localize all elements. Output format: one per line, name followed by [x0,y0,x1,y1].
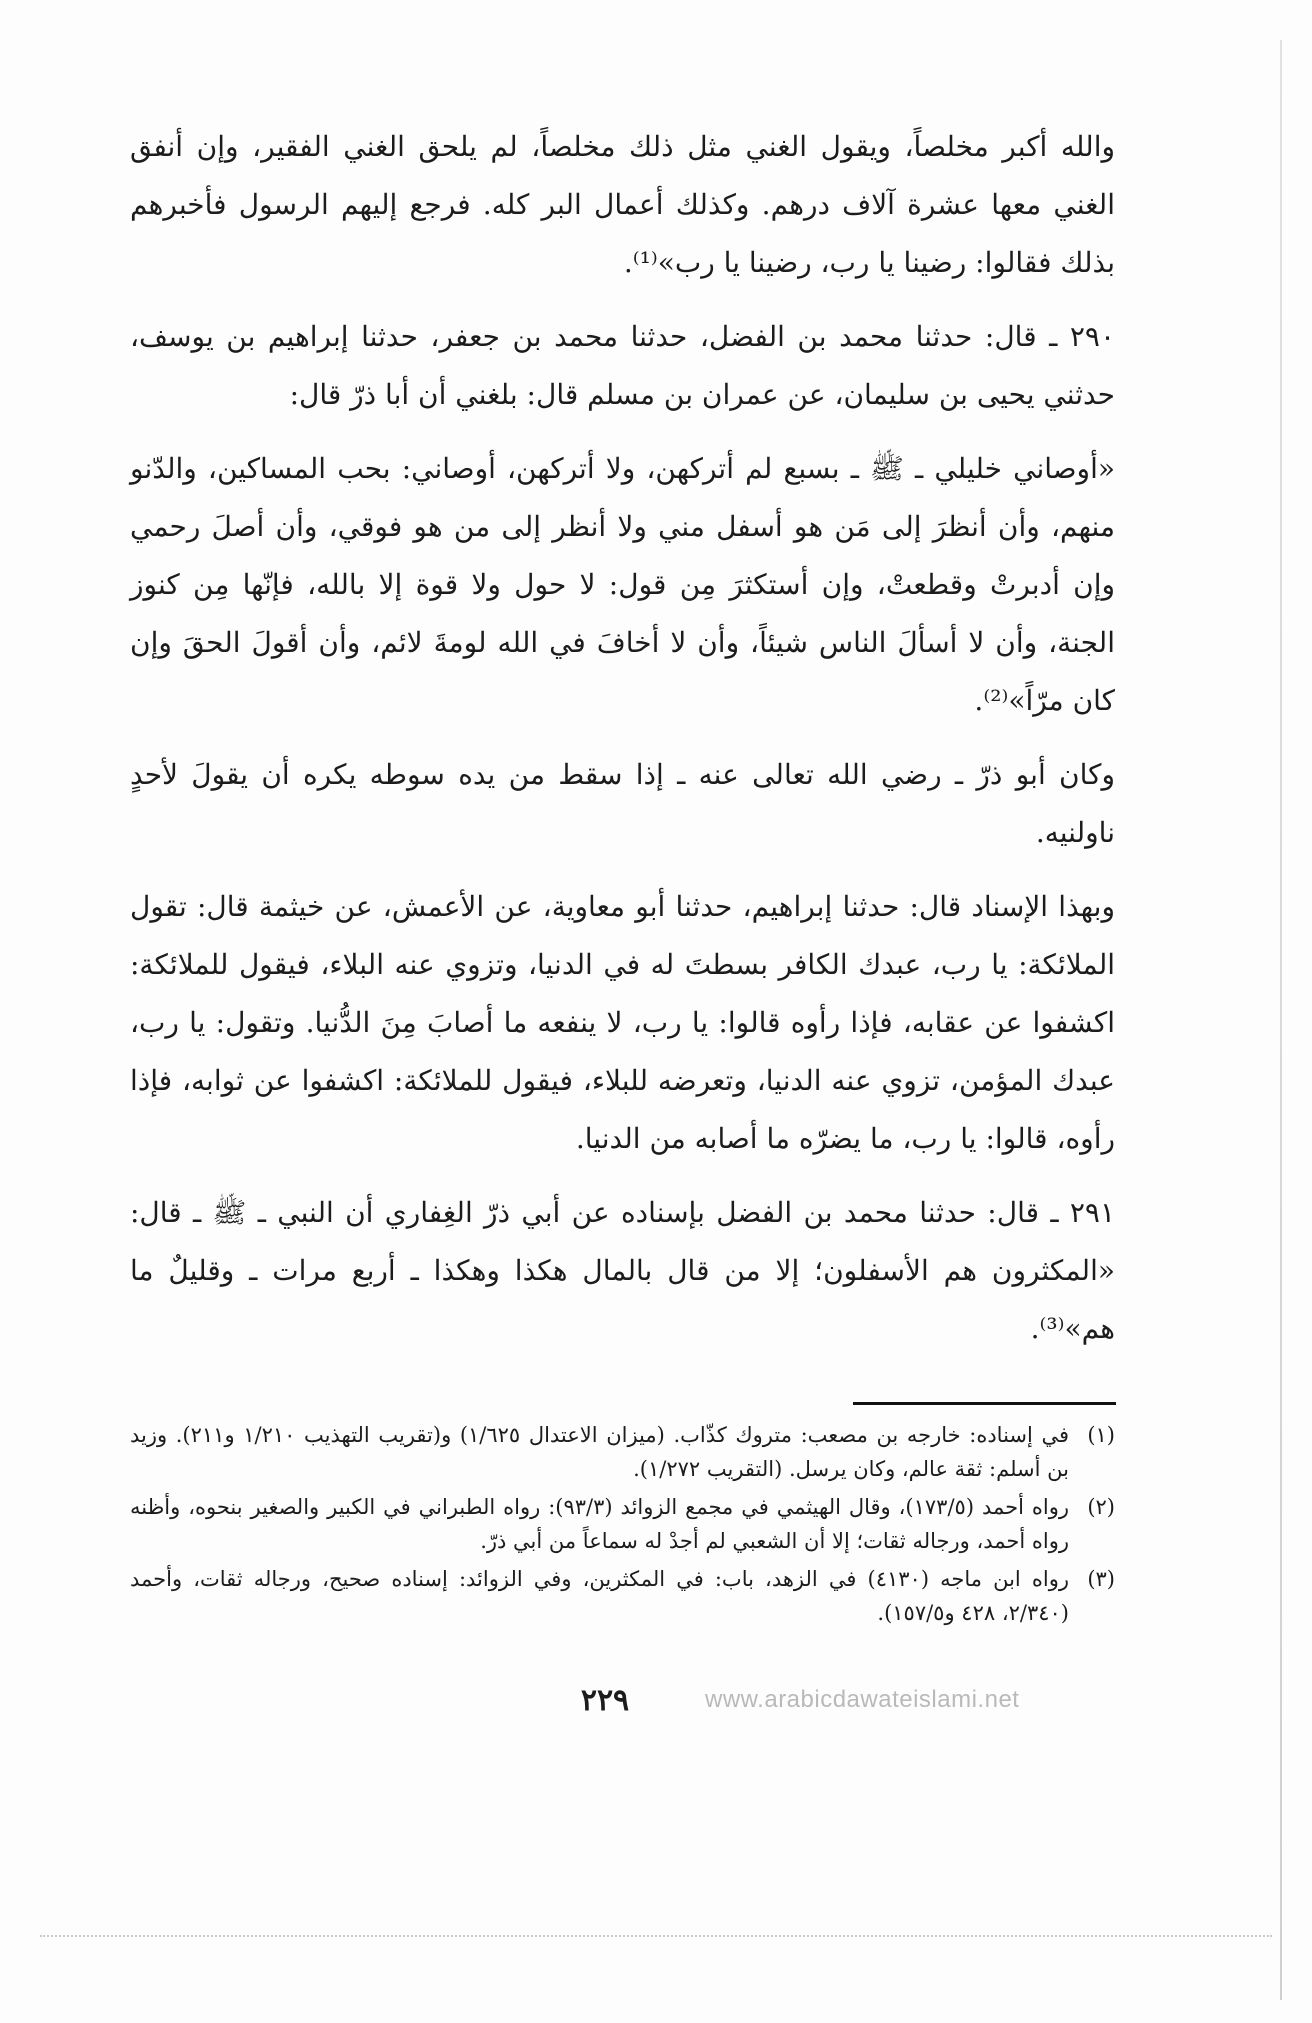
scan-edge-line [1280,40,1282,2000]
footnotes [130,1418,1115,1634]
paragraph-hadith-291: ٢٩١ ـ قال: حدثنا محمد بن الفضل بإسناده عن أبي ذرّ الغِفاري أن النبي ـ ﷺ ـ قال: «المكثرون هم الأسفلون؛ إلا من قال بالمال هكذا وهكذا ـ أربع مرات ـ وقليلٌ ما هم»⁽³⁾. [130,1196,1115,1345]
footnote-number: (١) [1087,1423,1115,1447]
page-number: ٢٢٩ [580,1683,630,1718]
watermark-url: www.arabicdawateislami.net [705,1686,1020,1713]
footnote-text: رواه أحمد (١٧٣/٥)، وقال الهيثمي في مجمع الزوائد (٩٣/٣): رواه الطبراني في الكبير والصغير بنحوه، وأظنه رواه أحمد، ورجاله ثقات؛ إلا أن الشعبي لم أجدْ له سماعاً من أبي ذرّ. [130,1495,1070,1553]
paragraph-abu-dharr: وكان أبو ذرّ ـ رضي الله تعالى عنه ـ إذا سقط من يده سوطه يكره أن يقولَ لأحدٍ ناولنيه. [130,758,1115,849]
paragraph-isnad: وبهذا الإسناد قال: حدثنا إبراهيم، حدثنا أبو معاوية، عن الأعمش، عن خيثمة قال: تقول الملائكة: يا رب، عبدك الكافر بسطتَ له في الدنيا، وتزوي عنه البلاء، فيقول للملائكة: اكشفوا عن عقابه، فإذا رأوه قالوا: يا رب، لا ينفعه ما أصابَ مِنَ الدُّنيا. وتقول: يا رب، عبدك المؤمن، تزوي عنه الدنيا، وتعرضه للبلاء، فيقول للملائكة: اكشفوا عن ثوابه، فإذا رأوه، قالوا: يا رب، ما يضرّه ما أصابه من الدنيا. [130,890,1115,1155]
footnote-item [130,1490,1115,1558]
footnote-item [130,1562,1115,1630]
footnote-item [130,1418,1115,1486]
paragraph-hadith-290-text: «أوصاني خليلي ـ ﷺ ـ بسبع لم أتركهن، ولا أتركهن، أوصاني: بحب المساكين، والدّنو منهم، وأن أنظرَ إلى مَن هو أسفل مني ولا أنظر إلى من هو فوقي، وأن أصلَ رحمي وإن أدبرتْ وقطعتْ، وإن أستكثرَ مِن قول: لا حول ولا قوة إلا بالله، فإنّها مِن كنوز الجنة، وأن لا أسألَ الناس شيئاً، وأن لا أخافَ في الله لومةَ لائم، وأن أقولَ الحقَ وإن كان مرّاً»⁽²⁾. [130,452,1115,717]
paragraph-hadith-290: ٢٩٠ ـ قال: حدثنا محمد بن الفضل، حدثنا محمد بن جعفر، حدثنا إبراهيم بن يوسف، حدثني يحيى بن سليمان، عن عمران بن مسلم قال: بلغني أن أبا ذرّ قال: [130,320,1115,411]
footnote-number: (٣) [1087,1567,1115,1591]
paragraph-continuation: والله أكبر مخلصاً، ويقول الغني مثل ذلك مخلصاً، لم يلحق الغني الفقير، وإن أنفق الغني معها عشرة آلاف درهم. وكذلك أعمال البر كله. فرجع إليهم الرسول فأخبرهم بذلك فقالوا: رضينا يا رب، رضينا يا رب»⁽¹⁾. [130,130,1115,279]
footnote-text: رواه ابن ماجه (٤١٣٠) في الزهد، باب: في المكثرين، وفي الزوائد: إسناده صحيح، ورجاله ثقات، وأحمد (٢/٣٤٠، ٤٢٨ و١٥٧/٥). [130,1567,1069,1625]
footnote-text: في إسناده: خارجه بن مصعب: متروك كذّاب. (ميزان الاعتدال ١/٦٢٥) و(تقريب التهذيب ١/٢١٠ و٢١١). وزيد بن أسلم: ثقة عالم، وكان يرسل. (التقريب ١/٢٧٢). [130,1423,1069,1481]
footnote-divider [853,1402,1116,1405]
footnote-number: (٢) [1087,1495,1115,1519]
main-text [130,118,1115,1374]
scan-bottom-edge [40,1935,1272,1939]
